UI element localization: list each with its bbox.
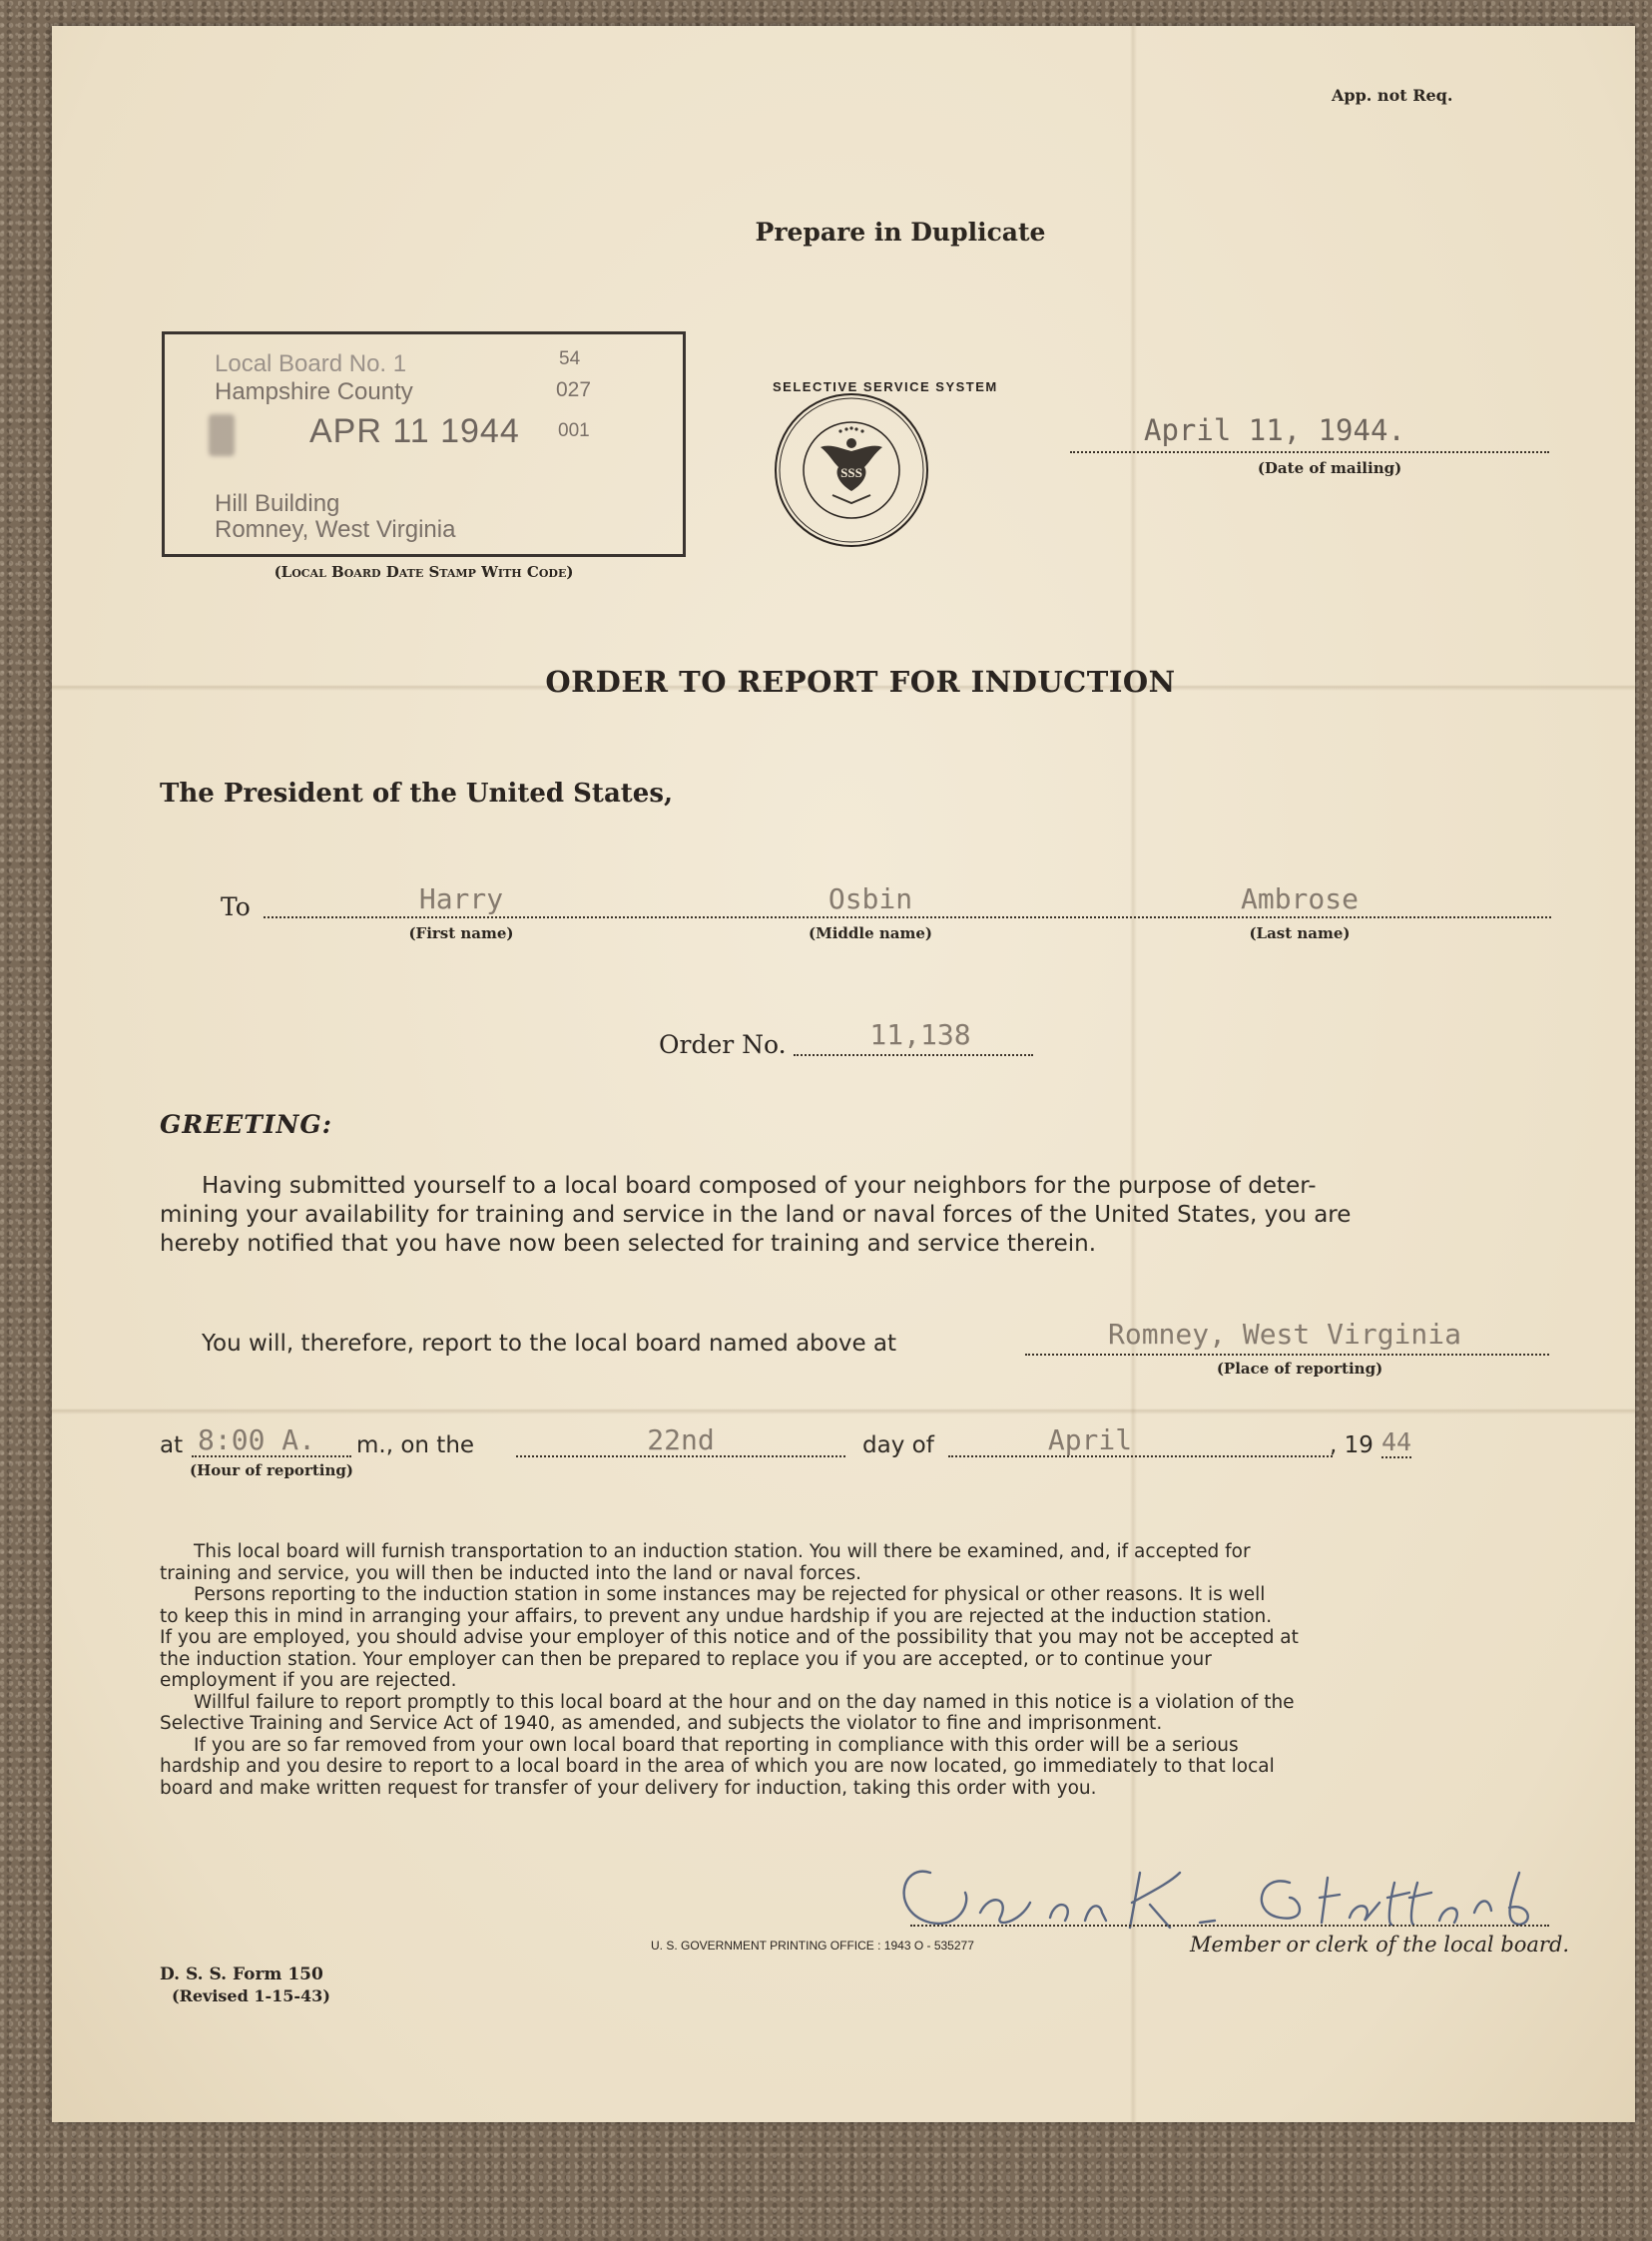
stamp-address-1: Hill Building [215,490,340,517]
month-value: April [1047,1423,1133,1456]
hour-caption: (Hour of reporting) [190,1461,353,1479]
stamp-smudge [209,414,235,456]
paragraph-line: hereby notified that you have now been selected for training and service therein. [160,1231,1097,1257]
fine-print-line: This local board will furnish transportation to an induction station. You will there be examined, and, if accepted for [194,1541,1251,1562]
document-page [52,26,1635,2122]
year-value: 44 [1381,1427,1412,1456]
stamp-caption: (Local Board Date Stamp With Code) [274,563,574,581]
form-name: D. S. S. Form 150 [160,1964,323,1984]
mailing-date-caption: (Date of mailing) [1257,459,1402,477]
recipient-name-line [264,916,1551,918]
fine-print-section [160,1541,1557,1799]
at-label: at [160,1432,184,1458]
fine-print-line: hardship and you desire to report to a local board in the area of which you are now located, go immediately to that local [160,1756,1275,1777]
mailing-date: April 11, 1944. [1144,413,1405,447]
stamp-county-line: Hampshire County [215,378,413,405]
selection-notice-paragraph [160,1172,1557,1259]
selective-service-seal [773,379,998,549]
first-name-caption: (First name) [408,924,514,942]
year-prefix: , 19 [1330,1432,1374,1458]
fine-print-line: Persons reporting to the induction station in some instances may be rejected for physical or other reasons. It is well [194,1584,1266,1605]
printing-office-note: U. S. GOVERNMENT PRINTING OFFICE : 1943 O - 535277 [651,1939,974,1953]
to-label: To [221,892,251,921]
day-value: 22nd [647,1423,715,1456]
last-name-caption: (Last name) [1249,924,1351,942]
fine-print-line: board and make written request for transfer of your delivery for induction, taking this order with you. [160,1777,1097,1799]
fine-print-line: If you are employed, you should advise your employer of this notice and of the possibility that you may not be accepted at [160,1627,1299,1648]
day-of-label: day of [862,1432,934,1458]
stamp-code-3: 001 [558,420,590,441]
greeting: GREETING: [160,1110,332,1139]
order-number-label: Order No. [659,1030,787,1059]
fine-print-line: to keep this in mind in arranging your affairs, to prevent any undue hardship if you are rejected at the induction station. [160,1605,1273,1627]
fine-print-line: If you are so far removed from your own local board that reporting in compliance with this order will be a serious [194,1734,1239,1756]
report-instruction: You will, therefore, report to the local board named above at [202,1331,897,1357]
fine-print-line: Selective Training and Service Act of 1940, as amended, and subjects the violator to fine and imprisonment. [160,1713,1163,1734]
last-name-value: Ambrose [1240,882,1359,915]
form-revised: (Revised 1-15-43) [172,1986,330,2005]
fine-print-line: employment if you are rejected. [160,1670,457,1691]
prepare-in-duplicate-note: Prepare in Duplicate [755,218,1046,247]
seal-ring-text: SELECTIVE SERVICE SYSTEM [773,379,998,394]
stamp-code-2: 027 [556,378,592,401]
fine-print-line: Willful failure to report promptly to this local board at the hour and on the day named in this notice is a violation of the [194,1691,1295,1713]
order-number-value: 11,138 [869,1018,971,1051]
salutation: The President of the United States, [160,779,674,809]
paragraph-line: Having submitted yourself to a local board composed of your neighbors for the purpose of deter- [202,1173,1317,1199]
seal-center-text: SSS [840,465,862,480]
app-not-req-note: App. not Req. [1332,86,1453,105]
m-on-the-label: m., on the [356,1432,475,1458]
place-caption: (Place of reporting) [1216,1360,1383,1378]
place-line [1025,1354,1549,1356]
mailing-date-line [1070,451,1549,453]
signature-caption: Member or clerk of the local board. [1190,1933,1570,1957]
fine-print-line: the induction station. Your employer can then be prepared to replace you if you are accepted, or to continue your [160,1648,1212,1670]
stamp-date: APR 11 1944 [309,412,520,450]
middle-name-value: Osbin [827,882,913,915]
local-board-date-stamp [162,331,686,557]
hour-value: 8:00 A. [198,1423,316,1456]
stamp-address-2: Romney, West Virginia [215,516,456,543]
signature-line [910,1925,1549,1927]
fine-print-line: training and service, you will then be inducted into the land or naval forces. [160,1562,861,1584]
order-number-line [794,1054,1033,1056]
place-of-reporting-value: Romney, West Virginia [1107,1318,1461,1351]
order-title: ORDER TO REPORT FOR INDUCTION [545,665,1176,699]
stamp-code-1: 54 [559,348,581,369]
stamp-board-line: Local Board No. 1 [215,350,407,377]
first-name-value: Harry [418,882,504,915]
middle-name-caption: (Middle name) [809,924,932,942]
paragraph-line: mining your availability for training and service in the land or naval forces of the United States, you are [160,1202,1352,1228]
